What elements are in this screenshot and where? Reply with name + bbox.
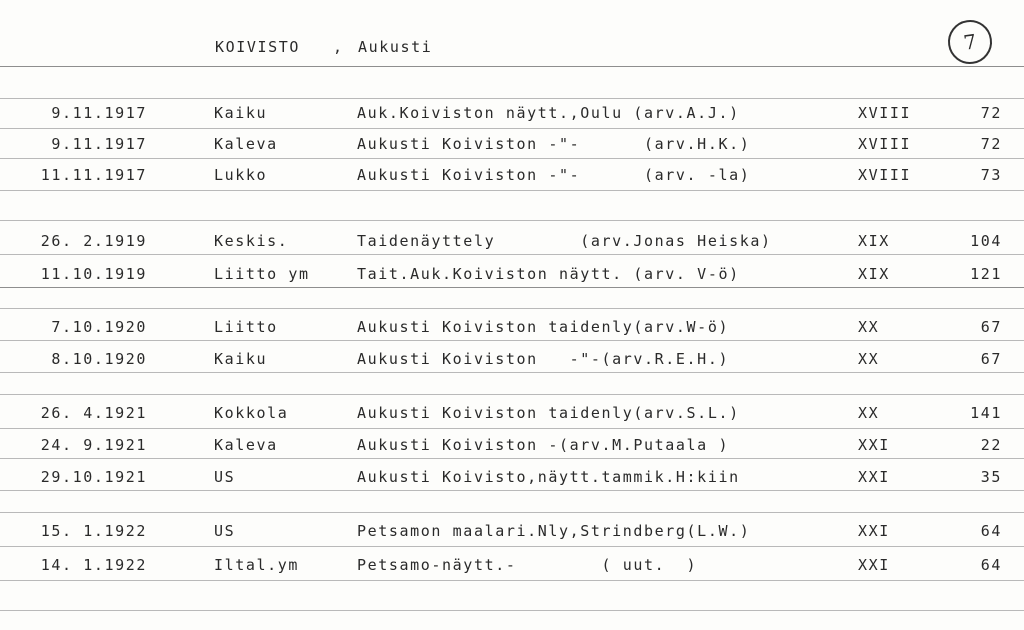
entry-newspaper: Kaleva: [214, 436, 278, 454]
card-number-stamp: 7: [945, 17, 995, 67]
entry-number: 72: [980, 135, 1002, 153]
entry-newspaper: Iltal.ym: [214, 556, 300, 574]
divider: [0, 546, 1024, 547]
entry-volume: XX: [858, 404, 880, 422]
entry-number: 121: [970, 265, 1002, 283]
divider: [0, 128, 1024, 129]
divider: [0, 394, 1024, 395]
entry-volume: XX: [858, 350, 880, 368]
divider: [0, 610, 1024, 611]
entry-date: 29.10.1921: [40, 468, 147, 486]
entry-date: 9.11.1917: [51, 104, 147, 122]
entry-newspaper: Kokkola: [214, 404, 289, 422]
entry-number: 64: [980, 556, 1002, 574]
entry-newspaper: Liitto ym: [214, 265, 310, 283]
entry-date: 9.11.1917: [51, 135, 147, 153]
entry-date: 24. 9.1921: [40, 436, 147, 454]
entry-date: 15. 1.1922: [40, 522, 147, 540]
entry-number: 141: [970, 404, 1002, 422]
entry-volume: XXI: [858, 556, 890, 574]
entry-volume: XVIII: [858, 104, 912, 122]
entry-date: 26. 4.1921: [40, 404, 147, 422]
entry-number: 73: [980, 166, 1002, 184]
entry-text: Petsamo-näytt.- ( uut. ): [357, 556, 698, 574]
divider: [0, 254, 1024, 255]
entry-date: 26. 2.1919: [40, 232, 147, 250]
entry-date: 11.10.1919: [40, 265, 147, 283]
entry-number: 22: [980, 436, 1002, 454]
entry-text: Aukusti Koiviston taidenly(arv.S.L.): [357, 404, 740, 422]
entry-newspaper: Kaiku: [214, 350, 268, 368]
entry-number: 72: [980, 104, 1002, 122]
divider: [0, 287, 1024, 288]
entry-text: Aukusti Koiviston -"- (arv.H.K.): [357, 135, 751, 153]
name-separator: ,: [333, 38, 343, 56]
divider: [0, 340, 1024, 341]
entry-newspaper: Kaiku: [214, 104, 268, 122]
entry-number: 35: [980, 468, 1002, 486]
divider: [0, 66, 1024, 67]
entry-number: 67: [980, 318, 1002, 336]
divider: [0, 428, 1024, 429]
entry-volume: XIX: [858, 232, 890, 250]
entry-newspaper: Lukko: [214, 166, 268, 184]
entry-newspaper: Kaleva: [214, 135, 278, 153]
divider: [0, 220, 1024, 221]
entry-number: 64: [980, 522, 1002, 540]
entry-volume: XXI: [858, 522, 890, 540]
divider: [0, 458, 1024, 459]
entry-volume: XVIII: [858, 135, 912, 153]
entry-text: Taidenäyttely (arv.Jonas Heiska): [357, 232, 772, 250]
divider: [0, 190, 1024, 191]
entry-date: 14. 1.1922: [40, 556, 147, 574]
divider: [0, 98, 1024, 99]
entry-volume: XIX: [858, 265, 890, 283]
entry-text: Aukusti Koiviston taidenly(arv.W-ö): [357, 318, 730, 336]
divider: [0, 308, 1024, 309]
entry-newspaper: Keskis.: [214, 232, 289, 250]
entry-newspaper: Liitto: [214, 318, 278, 336]
entry-text: Aukusti Koivisto,näytt.tammik.H:kiin: [357, 468, 740, 486]
entry-text: Aukusti Koiviston -"- (arv. -la): [357, 166, 751, 184]
entry-number: 104: [970, 232, 1002, 250]
entry-newspaper: US: [214, 522, 236, 540]
entry-volume: XXI: [858, 468, 890, 486]
entry-text: Aukusti Koiviston -(arv.M.Putaala ): [357, 436, 730, 454]
divider: [0, 580, 1024, 581]
entry-date: 11.11.1917: [40, 166, 147, 184]
entry-volume: XX: [858, 318, 880, 336]
divider: [0, 372, 1024, 373]
entry-text: Tait.Auk.Koiviston näytt. (arv. V-ö): [357, 265, 740, 283]
given-name: Aukusti: [358, 38, 433, 56]
entry-volume: XVIII: [858, 166, 912, 184]
divider: [0, 512, 1024, 513]
divider: [0, 490, 1024, 491]
entry-volume: XXI: [858, 436, 890, 454]
entry-newspaper: US: [214, 468, 236, 486]
entry-date: 8.10.1920: [51, 350, 147, 368]
entry-date: 7.10.1920: [51, 318, 147, 336]
entry-text: Petsamon maalari.Nly,Strindberg(L.W.): [357, 522, 751, 540]
entry-text: Aukusti Koiviston -"-(arv.R.E.H.): [357, 350, 730, 368]
entry-text: Auk.Koiviston näytt.,Oulu (arv.A.J.): [357, 104, 740, 122]
surname: KOIVISTO: [215, 38, 301, 56]
divider: [0, 158, 1024, 159]
entry-number: 67: [980, 350, 1002, 368]
